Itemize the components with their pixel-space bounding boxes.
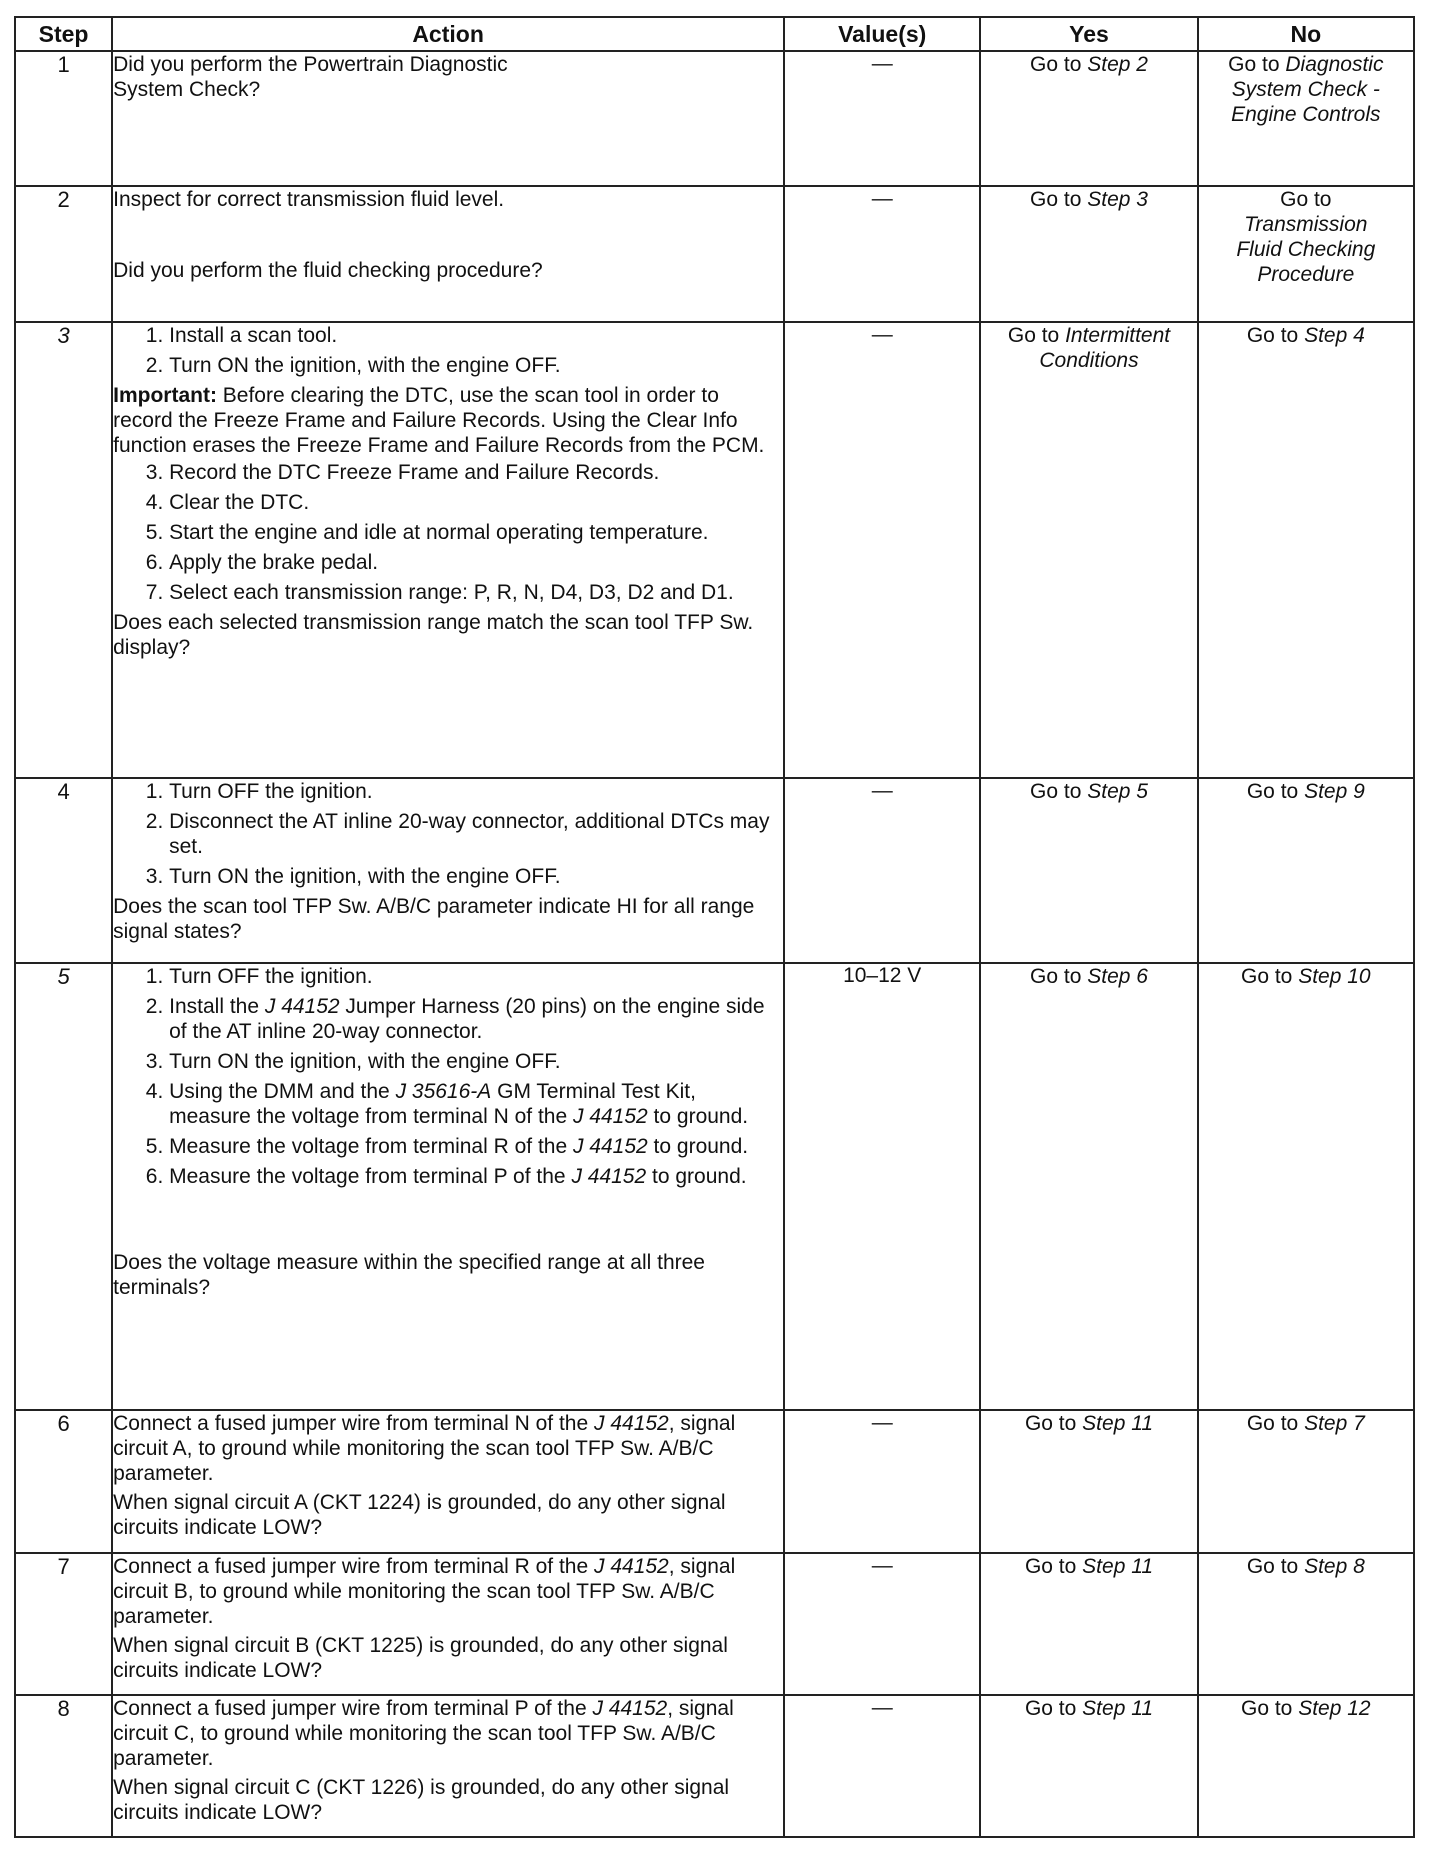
go-to-text: Go to [1024,1697,1077,1720]
step-number: 8 [15,1695,112,1837]
no-link[interactable]: Step 9 [1304,780,1365,803]
action-text [113,1411,783,1486]
important-text: Before clearing the DTC, use the scan tool in order to record the Freeze Frame and Failure Records. Using the Clear Info function erases the Freeze Frame and Failure Records from the PCM. [113,384,765,457]
tool-reference: J 44152 [572,1135,648,1158]
step-number: 7 [15,1553,112,1695]
value-cell: — [784,322,980,778]
step-text: , signal circuit C, to ground while monitoring the scan tool TFP Sw. A/B/C parameter. [113,1697,734,1770]
procedure-step [169,994,783,1044]
table-row [15,963,1414,1410]
procedure-step [169,1164,783,1189]
yes-link[interactable]: Step 11 [1082,1412,1154,1435]
step-number: 4 [15,778,112,963]
header-no: No [1198,17,1414,51]
action-cell [112,963,784,1410]
tool-reference: J 44152 [572,1105,648,1128]
no-cell [1198,778,1414,963]
action-question: When signal circuit C (CKT 1226) is grounded, do any other signal circuits indicate LOW? [113,1776,730,1824]
table-row [15,1410,1414,1553]
action-cell [112,1410,784,1553]
step-text: to ground. [647,1135,749,1158]
table-row [15,322,1414,778]
tool-reference: J 44152 [594,1555,669,1578]
procedure-step: 2. Disconnect the AT inline 20-way connector, additional DTCs may set. [169,809,783,859]
procedure-step [169,1134,783,1159]
diagnostic-table [14,16,1415,1838]
go-to-text: Go to [1030,780,1082,803]
table-row [15,778,1414,963]
tool-reference: J 44152 [264,995,340,1018]
tool-reference: J 44152 [592,1697,668,1720]
procedure-step [169,1079,783,1129]
table-row [15,51,1414,186]
action-text [113,1696,783,1771]
tool-reference: J 35616-A [395,1080,492,1103]
step-text: , signal circuit B, to ground while monitoring the scan tool TFP Sw. A/B/C parameter. [113,1555,736,1628]
step-number: 6 [15,1410,112,1553]
value-cell: — [784,1695,980,1837]
step-number: 5 [15,963,112,1410]
action-question: When signal circuit B (CKT 1225) is grounded, do any other signal circuits indicate LOW? [113,1634,728,1682]
yes-cell [980,51,1197,186]
yes-cell [980,963,1197,1410]
no-cell [1198,1695,1414,1837]
go-to-text: Go to [1241,1697,1293,1720]
header-yes: Yes [980,17,1197,51]
action-question: Does each selected transmission range match the scan tool TFP Sw. display? [113,611,754,659]
action-question: Does the voltage measure within the specified range at all three terminals? [113,1251,705,1299]
action-question: Does the scan tool TFP Sw. A/B/C parameter indicate HI for all range signal states? [113,895,755,943]
action-cell [112,1695,784,1837]
yes-cell [980,1553,1197,1695]
go-to-text: Go to [1246,1412,1299,1435]
yes-cell [980,1410,1197,1553]
step-number: 1 [15,51,112,186]
value-cell: — [784,1410,980,1553]
step-number: 3 [15,322,112,778]
action-cell [112,778,784,963]
go-to-text: Go to [1280,188,1332,211]
table-row [15,1553,1414,1695]
action-question: When signal circuit A (CKT 1224) is grounded, do any other signal circuits indicate LOW? [113,1491,726,1539]
important-note [113,383,783,458]
table-row [15,1695,1414,1837]
action-cell [112,51,784,186]
value-cell: — [784,778,980,963]
step-text: Connect a fused jumper wire from terminal N of the [113,1412,594,1435]
no-link[interactable]: Step 7 [1304,1412,1365,1435]
step-text: Connect a fused jumper wire from terminal R of the [113,1555,594,1578]
value-cell: — [784,1553,980,1695]
step-text: to ground. [647,1105,749,1128]
step-text: Install the [169,995,265,1018]
no-link[interactable]: Step 8 [1304,1555,1365,1578]
go-to-text: Go to [1030,188,1082,211]
go-to-text: Go to [1241,965,1293,988]
no-cell [1198,1553,1414,1695]
go-to-text: Go to [1007,324,1060,347]
no-cell [1198,322,1414,778]
action-question: Did you perform the Powertrain Diagnostic System Check? [113,53,508,101]
yes-link[interactable]: Step 3 [1087,188,1148,211]
step-text: , signal circuit A, to ground while monitoring the scan tool TFP Sw. A/B/C parameter. [113,1412,736,1485]
procedure-step: 1. Install a scan tool. [169,323,783,348]
step-number: 2 [15,186,112,322]
procedure-step: 1. Turn OFF the ignition. [169,779,783,804]
procedure-step: 6. Apply the brake pedal. [169,550,783,575]
go-to-text: Go to [1030,965,1082,988]
yes-link[interactable]: Step 11 [1082,1697,1154,1720]
no-cell [1198,186,1414,322]
yes-cell [980,186,1197,322]
yes-cell [980,322,1197,778]
procedure-step: 2. Turn ON the ignition, with the engine OFF. [169,353,783,378]
action-text [113,1554,783,1629]
go-to-text: Go to [1246,780,1299,803]
go-to-text: Go to [1228,53,1280,76]
go-to-text: Go to [1024,1555,1077,1578]
yes-link[interactable]: Intermittent Conditions [1039,324,1171,372]
no-cell [1198,1410,1414,1553]
action-cell [112,186,784,322]
step-text: to ground. [646,1165,747,1188]
value-cell: — [784,51,980,186]
no-link[interactable]: Transmission Fluid Checking Procedure [1236,213,1376,286]
go-to-text: Go to [1030,53,1082,76]
go-to-text: Go to [1246,324,1299,347]
important-label: Important: [113,384,217,407]
header-row [15,17,1414,51]
step-text: Connect a fused jumper wire from terminal P of the [113,1697,593,1720]
procedure-step: 1. Turn OFF the ignition. [169,964,783,989]
step-text: Using the DMM and the [169,1080,396,1103]
table-row [15,186,1414,322]
action-cell [112,1553,784,1695]
yes-cell [980,778,1197,963]
step-text: Jumper Harness (20 pins) on the engine side of the AT inline 20-way connector. [169,995,765,1043]
step-text: Measure the voltage from terminal P of the [169,1165,572,1188]
yes-link[interactable]: Step 11 [1082,1555,1154,1578]
tool-reference: J 44152 [594,1412,669,1435]
procedure-step: 4. Clear the DTC. [169,490,783,515]
value-cell: 10–12 V [784,963,980,1410]
header-action: Action [112,17,784,51]
procedure-step: 3. Record the DTC Freeze Frame and Failure Records. [169,460,783,485]
go-to-text: Go to [1024,1412,1077,1435]
yes-cell [980,1695,1197,1837]
tool-reference: J 44152 [571,1165,647,1188]
action-cell [112,322,784,778]
go-to-text: Go to [1246,1555,1299,1578]
no-link[interactable]: Step 12 [1298,1697,1371,1720]
no-cell [1198,51,1414,186]
yes-link[interactable]: Step 6 [1087,965,1148,988]
procedure-step: 3. Turn ON the ignition, with the engine OFF. [169,864,783,889]
procedure-step: 3. Turn ON the ignition, with the engine OFF. [169,1049,783,1074]
header-step: Step [15,17,112,51]
no-link[interactable]: Step 4 [1304,324,1365,347]
value-cell: — [784,186,980,322]
yes-link[interactable]: Step 5 [1087,780,1148,803]
no-link[interactable]: Step 10 [1298,965,1371,988]
procedure-step: 5. Start the engine and idle at normal operating temperature. [169,520,783,545]
action-question: Did you perform the fluid checking procedure? [113,259,543,282]
action-text: Inspect for correct transmission fluid level. [113,188,505,211]
procedure-step: 7. Select each transmission range: P, R, N, D4, D3, D2 and D1. [169,580,783,605]
step-text: Measure the voltage from terminal R of the [169,1135,573,1158]
step-text: GM Terminal Test Kit, measure the voltage from terminal N of the [169,1080,696,1128]
no-link[interactable]: Diagnostic System Check - Engine Controls [1231,53,1384,126]
yes-link[interactable]: Step 2 [1087,53,1148,76]
header-values: Value(s) [784,17,980,51]
no-cell [1198,963,1414,1410]
